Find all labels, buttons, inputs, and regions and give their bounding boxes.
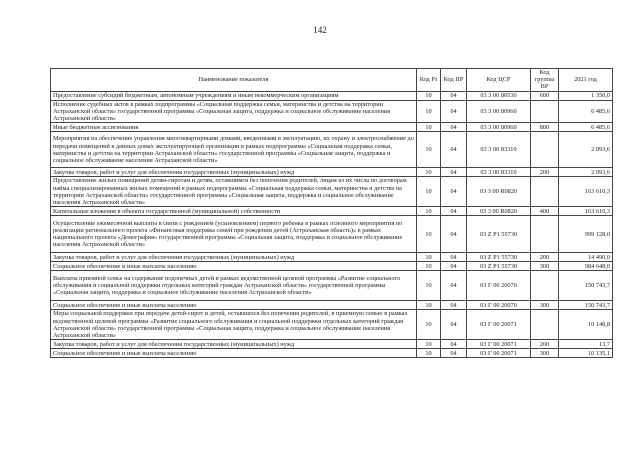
table-row — [51, 100, 613, 123]
page-number: 142 — [313, 25, 327, 35]
cell-vr: 300 — [531, 301, 559, 310]
cell-csr: 03 3 00 80960 — [467, 123, 531, 132]
cell-vr: 400 — [531, 207, 559, 216]
cell-amount: 150 743,7 — [559, 271, 613, 301]
cell-name: Закупка товаров, работ и услуг для обеспечения государственных (муниципальных) нужд — [51, 168, 417, 177]
header-rz: Код Рз — [417, 69, 441, 92]
table-row — [51, 310, 613, 340]
cell-amount: 2 093,6 — [559, 168, 613, 177]
cell-rz: 10 — [417, 100, 441, 123]
cell-rz: 10 — [417, 349, 441, 358]
table-row — [51, 91, 613, 100]
cell-name: Иные бюджетные ассигнования — [51, 123, 417, 132]
table-row — [51, 349, 613, 358]
cell-pr: 04 — [441, 301, 467, 310]
cell-amount: 999 128,0 — [559, 216, 613, 253]
cell-pr: 04 — [441, 253, 467, 262]
cell-name: Капитальные вложения в объекты государственной (муниципальной) собственности — [51, 207, 417, 216]
cell-amount: 13,7 — [559, 340, 613, 349]
cell-name: Осуществление ежемесячной выплаты в связи с рождением (усыновлением) первого ребенка в рамках основного мероприятия по реализации регионального проекта «Финансовая поддержка семей при рождении детей (Астраханская область)» в рамках национального проекта «Демография» государственной программы «Социальная защита, поддержка и социальное обслуживание населения Астраханской области» — [51, 216, 417, 253]
table-row — [51, 123, 613, 132]
cell-csr: 03 3 00 R0820 — [467, 177, 531, 207]
cell-pr: 04 — [441, 271, 467, 301]
cell-csr: 03 3 00 80960 — [467, 100, 531, 123]
cell-rz: 10 — [417, 168, 441, 177]
cell-rz: 10 — [417, 310, 441, 340]
cell-rz: 10 — [417, 262, 441, 271]
cell-csr: 03 Г 00 20070 — [467, 271, 531, 301]
cell-rz: 10 — [417, 340, 441, 349]
cell-csr: 03 Г 00 20071 — [467, 340, 531, 349]
cell-amount: 6 485,6 — [559, 123, 613, 132]
cell-name: Социальное обеспечение и иные выплаты населению — [51, 349, 417, 358]
table-row — [51, 253, 613, 262]
cell-rz: 10 — [417, 91, 441, 100]
table-header-row — [51, 69, 613, 92]
cell-amount: 163 610,3 — [559, 177, 613, 207]
cell-rz: 10 — [417, 301, 441, 310]
cell-pr: 04 — [441, 132, 467, 168]
table-row — [51, 207, 613, 216]
cell-name: Предоставление субсидий бюджетным, автономным учреждениям и иным некоммерческим организациям — [51, 91, 417, 100]
cell-csr: 03 Z P1 55730 — [467, 253, 531, 262]
cell-pr: 04 — [441, 207, 467, 216]
table-row — [51, 216, 613, 253]
cell-name: Закупка товаров, работ и услуг для обеспечения государственных (муниципальных) нужд — [51, 340, 417, 349]
cell-csr: 03 Г 00 20071 — [467, 349, 531, 358]
cell-csr: 03 Г 00 20071 — [467, 310, 531, 340]
cell-vr: 300 — [531, 262, 559, 271]
table-row — [51, 301, 613, 310]
cell-pr: 04 — [441, 310, 467, 340]
cell-vr — [531, 310, 559, 340]
cell-vr — [531, 216, 559, 253]
cell-name: Предоставление жилых помещений детям-сиротам и детям, оставшимся без попечения родителей, лицам из их числа по договорам найма специализированных жилых помещений в рамках подпрограммы «Социальная поддержка семьи, материнства и детства на территории Астраханской области» государственной программы «Социальная защита, поддержка и социальное обслуживание населения Астраханской области» — [51, 177, 417, 207]
table-row — [51, 168, 613, 177]
cell-amount: 6 485,6 — [559, 100, 613, 123]
cell-pr: 04 — [441, 216, 467, 253]
header-vr: Код группы ВР — [531, 69, 559, 92]
cell-pr: 04 — [441, 91, 467, 100]
cell-amount: 1 350,0 — [559, 91, 613, 100]
cell-rz: 10 — [417, 123, 441, 132]
cell-vr: 200 — [531, 168, 559, 177]
cell-rz: 10 — [417, 271, 441, 301]
cell-name: Исполнение судебных актов в рамках подпрограммы «Социальная поддержка семьи, материнства и детства на территории Астраханской области» государственной программы «Социальная защита, поддержка и социальное обслуживание населения Астраханской области» — [51, 100, 417, 123]
cell-pr: 04 — [441, 262, 467, 271]
cell-amount: 10 135,1 — [559, 349, 613, 358]
cell-vr: 800 — [531, 123, 559, 132]
cell-csr: 03 3 00 80530 — [467, 91, 531, 100]
cell-amount: 10 148,8 — [559, 310, 613, 340]
cell-amount: 163 610,3 — [559, 207, 613, 216]
table-row — [51, 177, 613, 207]
cell-pr: 04 — [441, 100, 467, 123]
cell-csr: 03 3 00 83310 — [467, 168, 531, 177]
cell-name: Социальное обеспечение и иные выплаты населению — [51, 301, 417, 310]
cell-amount: 2 093,6 — [559, 132, 613, 168]
cell-pr: 04 — [441, 349, 467, 358]
cell-vr: 600 — [531, 91, 559, 100]
cell-amount: 150 743,7 — [559, 301, 613, 310]
header-name: Наименование показателя — [51, 69, 417, 92]
table-row — [51, 262, 613, 271]
cell-vr: 300 — [531, 349, 559, 358]
cell-csr: 03 3 00 83310 — [467, 132, 531, 168]
cell-name: Мероприятия на обеспечение управления многоквартирными домами, введенными в эксплуатацию, их охрану и электроснабжение до передачи помещений в данных домах эксплуатирующей организации в рамках подпрограммы «Социальная поддержка семьи, материнства и детства на территории Астраханской области» государственной программы «Социальная защита, поддержка и социальное обслуживание населения Астраханской области» — [51, 132, 417, 168]
cell-name: Социальное обеспечение и иные выплаты населению — [51, 262, 417, 271]
cell-rz: 10 — [417, 177, 441, 207]
cell-vr — [531, 177, 559, 207]
cell-name: Выплаты приемной семье на содержание подопечных детей в рамках ведомственной целевой программы «Развитие социального обслуживания и социальной поддержки отдельных категорий граждан Астраханской области» государственной программы «Социальная защита, поддержка и социальное обслуживание населения Астраханской области» — [51, 271, 417, 301]
cell-csr: 03 3 00 R0820 — [467, 207, 531, 216]
cell-pr: 04 — [441, 168, 467, 177]
header-amount: 2021 год — [559, 69, 613, 92]
header-csr: Код ЦСР — [467, 69, 531, 92]
cell-vr — [531, 132, 559, 168]
cell-rz: 10 — [417, 253, 441, 262]
cell-vr: 200 — [531, 253, 559, 262]
cell-vr — [531, 100, 559, 123]
table-row — [51, 132, 613, 168]
cell-pr: 04 — [441, 123, 467, 132]
cell-rz: 10 — [417, 132, 441, 168]
cell-vr: 200 — [531, 340, 559, 349]
cell-vr — [531, 271, 559, 301]
cell-csr: 03 Z P1 55730 — [467, 262, 531, 271]
budget-table — [50, 68, 613, 358]
cell-csr: 03 Г 00 20070 — [467, 301, 531, 310]
table-row — [51, 271, 613, 301]
header-pr: Код ПР — [441, 69, 467, 92]
cell-name: Меры социальной поддержки при передаче детей-сирот и детей, оставшихся без попечения родителей, в приемную семью в рамках ведомственной целевой программы «Развитие социального обслуживания и социальной поддержки отдельных категорий граждан Астраханской области» государственной программы «Социальная защита, поддержка и социальное обслуживание населения Астраханской области» — [51, 310, 417, 340]
cell-name: Закупка товаров, работ и услуг для обеспечения государственных (муниципальных) нужд — [51, 253, 417, 262]
cell-amount: 984 648,0 — [559, 262, 613, 271]
table-row — [51, 340, 613, 349]
cell-rz: 10 — [417, 216, 441, 253]
cell-csr: 03 Z P1 55730 — [467, 216, 531, 253]
cell-amount: 14 490,0 — [559, 253, 613, 262]
cell-rz: 10 — [417, 207, 441, 216]
cell-pr: 04 — [441, 177, 467, 207]
cell-pr: 04 — [441, 340, 467, 349]
